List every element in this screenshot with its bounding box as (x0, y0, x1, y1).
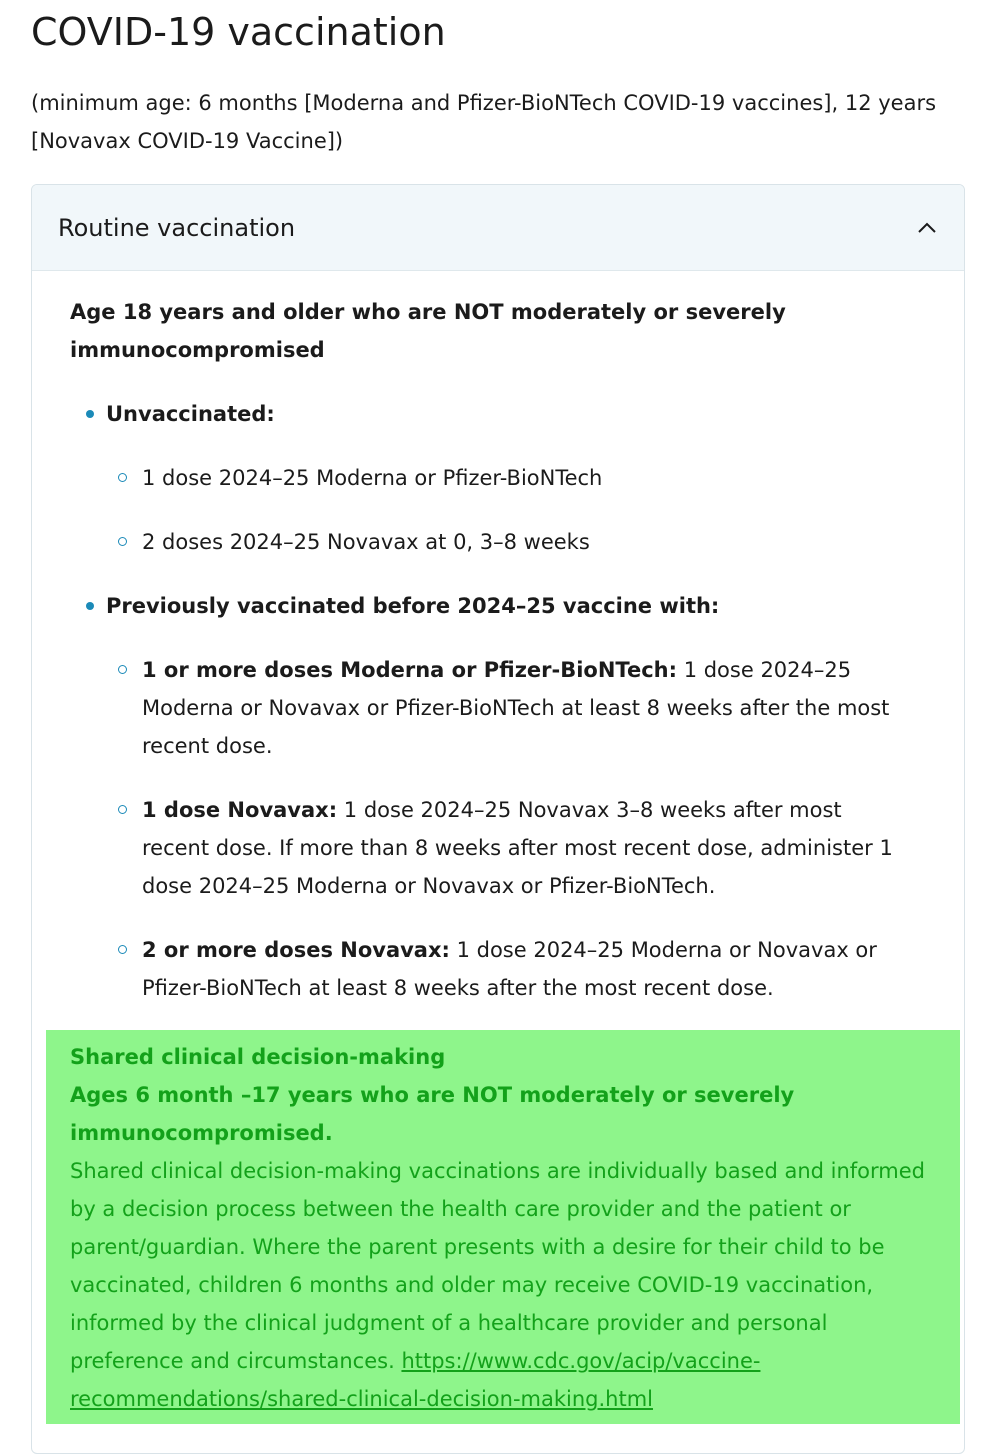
item-bold: 1 dose Novavax: (142, 798, 338, 822)
accordion-title: Routine vaccination (58, 213, 296, 242)
item-text: 1 dose 2024–25 Moderna or Pfizer-BioNTech (142, 466, 603, 490)
accordion-body (32, 271, 964, 1007)
shared-decision-subheading: Ages 6 month –17 years who are NOT moderately or severely immunocompromised. (70, 1083, 795, 1145)
item-text: 1 dose 2024–25 Moderna or Novavax or Pfizer-BioNTech at least 8 weeks after the most recent dose. (142, 658, 890, 758)
list-item (106, 791, 912, 905)
group-label: Unvaccinated: (106, 402, 275, 426)
item-text: 1 dose 2024–25 Moderna or Novavax or Pfizer-BioNTech at least 8 weeks after the most recent dose. (142, 938, 877, 1000)
list-item (70, 587, 964, 1007)
shared-decision-heading: Shared clinical decision-making (70, 1045, 446, 1069)
item-bold: 1 or more doses Moderna or Pfizer-BioNTech: (142, 658, 678, 682)
list-item (106, 523, 912, 561)
list-item (106, 651, 912, 765)
sub-list (106, 651, 964, 1007)
age-group-heading: Age 18 years and older who are NOT moderately or severely immunocompromised (70, 300, 786, 362)
shared-decision-body (70, 1152, 936, 1418)
item-text: 2 doses 2024–25 Novavax at 0, 3–8 weeks (142, 530, 590, 554)
chevron-up-icon[interactable] (916, 217, 938, 239)
accordion-header[interactable] (32, 185, 964, 271)
list-item (106, 931, 912, 1007)
status-list (70, 395, 964, 1007)
item-bold: 2 or more doses Novavax: (142, 938, 450, 962)
page-title: COVID-19 vaccination (31, 10, 446, 54)
shared-decision-highlight (46, 1030, 960, 1424)
minimum-age-note: (minimum age: 6 months [Moderna and Pfizer-BioNTech COVID-19 vaccines], 12 years [Novavax COVID-19 Vaccine]) (31, 91, 937, 153)
shared-decision-text: Shared clinical decision-making vaccinations are individually based and informed by a decision process between the health care provider and the patient or parent/guardian. Where the parent presents with a desire for their child to be vaccinated, children 6 months and older may receive COVID-19 vaccination, informed by the clinical judgment of a healthcare provider and personal preference and circumstances. (70, 1159, 926, 1373)
sub-list (106, 459, 964, 561)
cdc-link[interactable]: https://www.cdc.gov/acip/vaccine-recommendations/shared-clinical-decision-making.html (70, 1349, 761, 1411)
group-label: Previously vaccinated before 2024–25 vaccine with: (106, 594, 720, 618)
list-item (106, 459, 912, 497)
list-item (70, 395, 964, 561)
item-text: 1 dose 2024–25 Novavax 3–8 weeks after most recent dose. If more than 8 weeks after most recent dose, administer 1 dose 2024–25 Moderna or Novavax or Pfizer-BioNTech. (142, 798, 893, 898)
